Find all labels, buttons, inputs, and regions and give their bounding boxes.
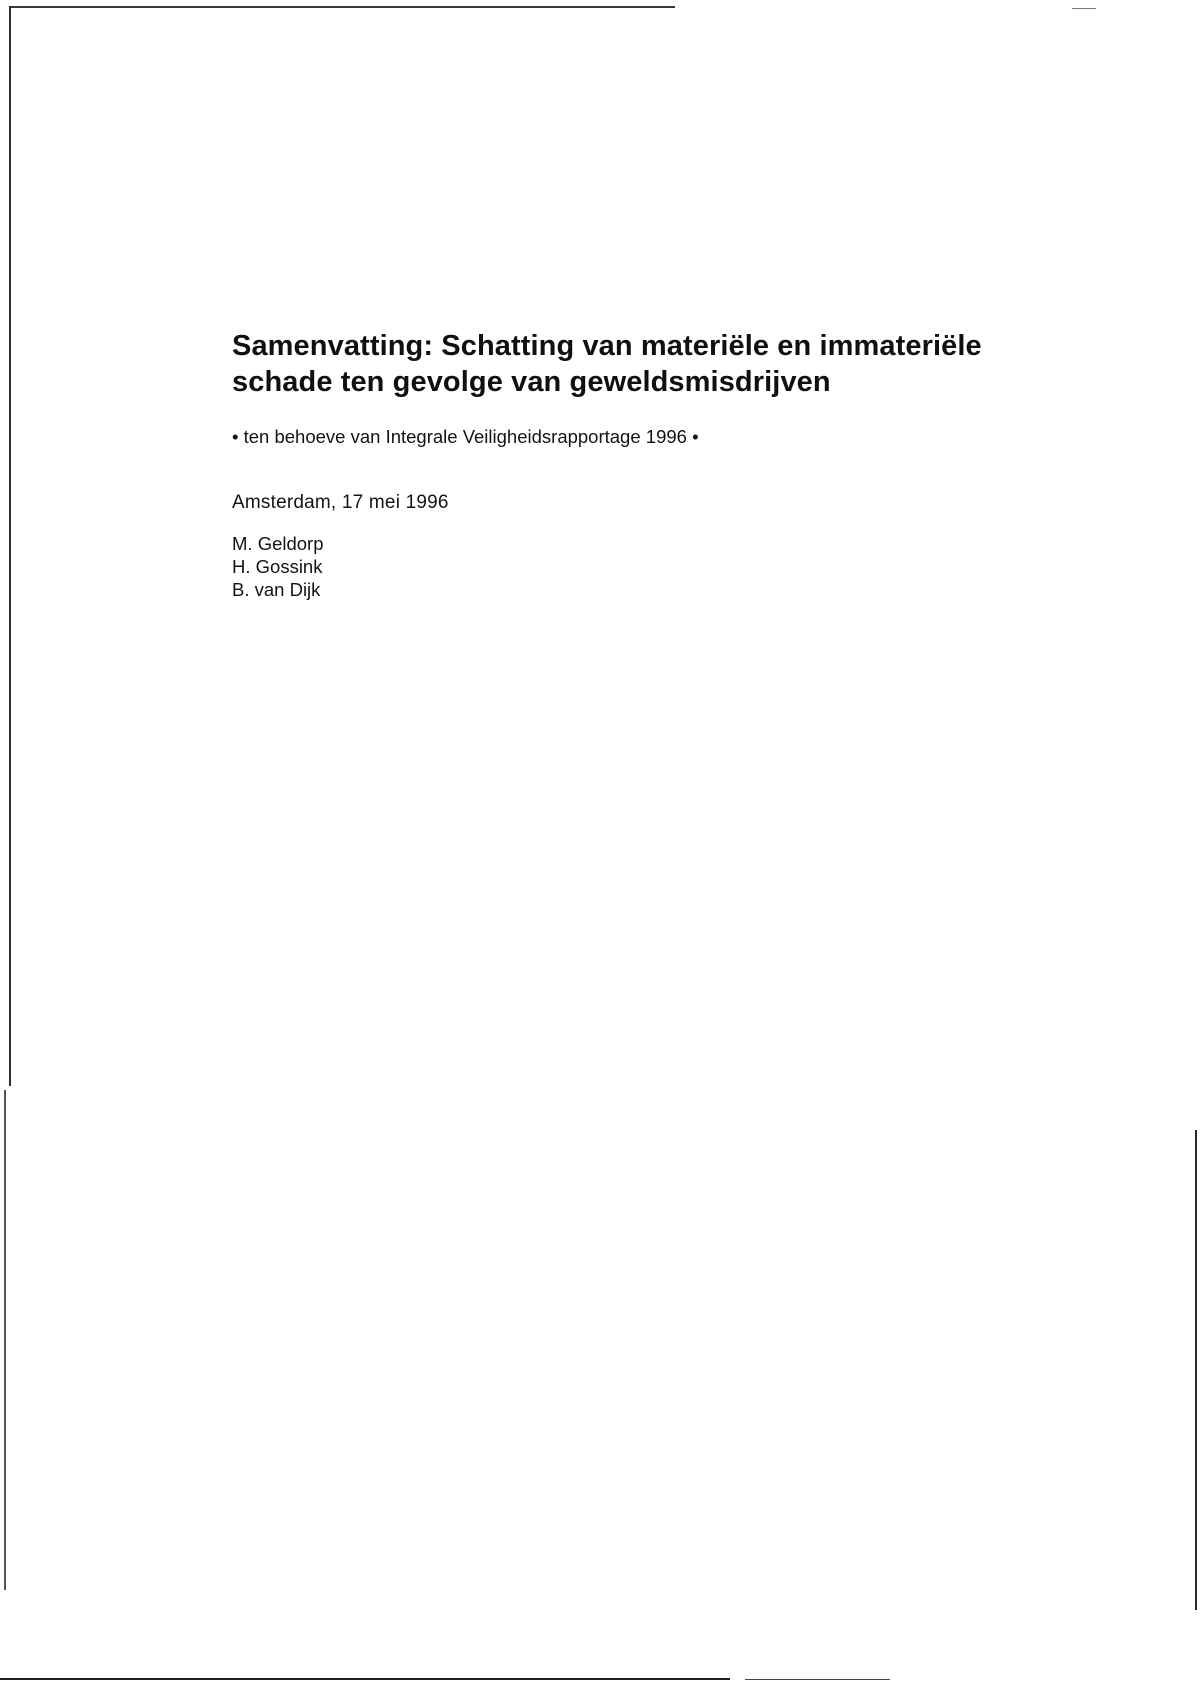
scan-border-bottom-right <box>745 1679 890 1680</box>
title-page-content <box>232 328 992 601</box>
scan-border-left <box>9 6 11 1086</box>
place-and-date: Amsterdam, 17 mei 1996 <box>232 492 449 513</box>
scan-border-bottom <box>0 1678 730 1680</box>
scan-border-left-lower <box>4 1090 6 1590</box>
scan-border-right <box>1195 1130 1197 1610</box>
author-name: H. Gossink <box>232 556 323 577</box>
author-name: B. van Dijk <box>232 579 321 600</box>
author-name: M. Geldorp <box>232 533 324 554</box>
scan-border-top <box>10 6 675 8</box>
scan-border-top-right <box>1072 8 1096 9</box>
document-title <box>232 328 992 400</box>
document-title-line-1: Samenvatting: Schatting van materiële en immateriële <box>232 330 982 362</box>
document-title-line-2: schade ten gevolge van geweldsmisdrijven <box>232 366 831 398</box>
author-list <box>232 532 992 601</box>
document-subtitle: • ten behoeve van Integrale Veiligheidsrapportage 1996 • <box>232 426 699 447</box>
